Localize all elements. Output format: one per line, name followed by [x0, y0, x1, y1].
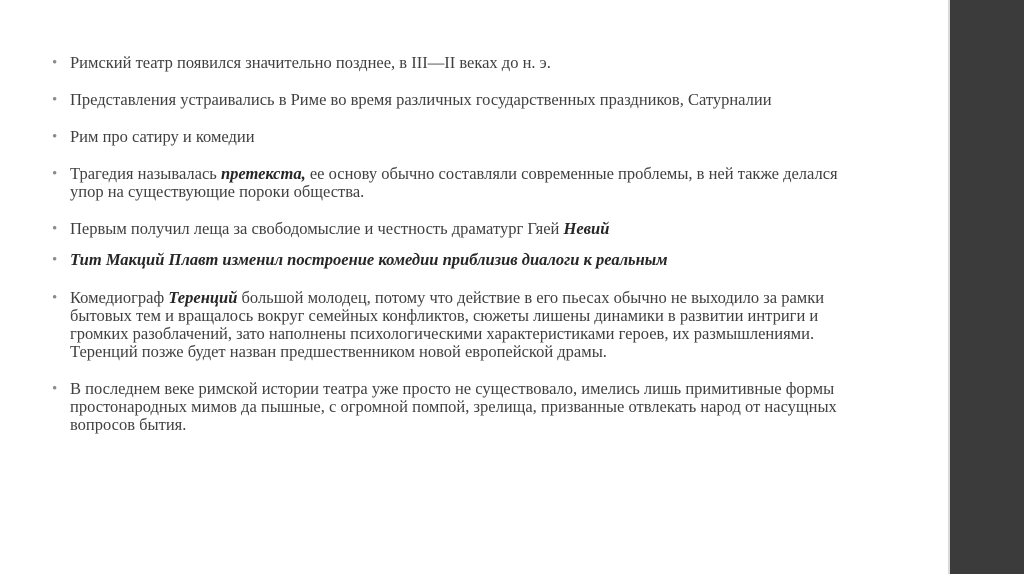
bullet-text-post: большой молодец, потому что действие в его пьесах обычно не выходило за рамки бытовых тем и вращалось вокруг семейных конфликтов, сюжеты лишены динамики в развитии интриги и громких разоблачений, зато наполнены психологическими характеристиками героев, их размышлениями. Теренций позже будет назван предшественником новой европейской драмы. [70, 288, 825, 361]
bullet-text-post: ее основу обычно составляли современные проблемы, в ней также делался упор на существующие пороки общества. [70, 164, 838, 201]
bullet-text-pre: Трагедия называлась [70, 164, 221, 183]
bullet-dot: • [52, 221, 58, 237]
bullet-text: Рим про сатиру и комедии [70, 127, 255, 146]
bullet-item-5 [51, 220, 841, 238]
bullet-item-3 [51, 128, 841, 146]
bullet-text-pre: Комедиограф [70, 288, 169, 307]
decorative-sidebar [950, 0, 1024, 574]
bullet-emphasis: Тит Макций Плавт изменил построение комедии приблизив диалоги к реальным [70, 250, 668, 269]
bullet-emphasis: Невий [563, 219, 610, 238]
bullet-dot: • [52, 290, 58, 306]
bullet-dot: • [52, 92, 58, 108]
bullet-item-6 [51, 251, 841, 269]
bullet-dot: • [52, 166, 58, 182]
bullet-emphasis: Теренций [168, 288, 238, 307]
bullet-text: Римский театр появился значительно позднее, в III—II веках до н. э. [70, 53, 551, 72]
bullet-dot: • [52, 381, 58, 397]
bullet-text: В последнем веке римской истории театра уже просто не существовало, имелись лишь примитивные формы простонародных мимов да пышные, с огромной помпой, зрелища, призванные отвлекать народ от насущных вопросов бытия. [70, 379, 837, 434]
bullet-item-7 [51, 289, 841, 361]
bullet-dot: • [52, 55, 58, 71]
bullet-item-2 [51, 91, 841, 109]
bullet-dot: • [52, 129, 58, 145]
bullet-dot: • [52, 252, 58, 268]
bullet-item-8 [51, 380, 841, 434]
bullet-list [51, 54, 841, 451]
bullet-item-4 [51, 165, 841, 201]
bullet-item-1 [51, 54, 841, 72]
bullet-text: Представления устраивались в Риме во время различных государственных праздников, Сатурналии [70, 90, 772, 109]
bullet-text-pre: Первым получил леща за свободомыслие и честность драматург Гяей [70, 219, 564, 238]
bullet-emphasis: претекста, [220, 164, 306, 183]
